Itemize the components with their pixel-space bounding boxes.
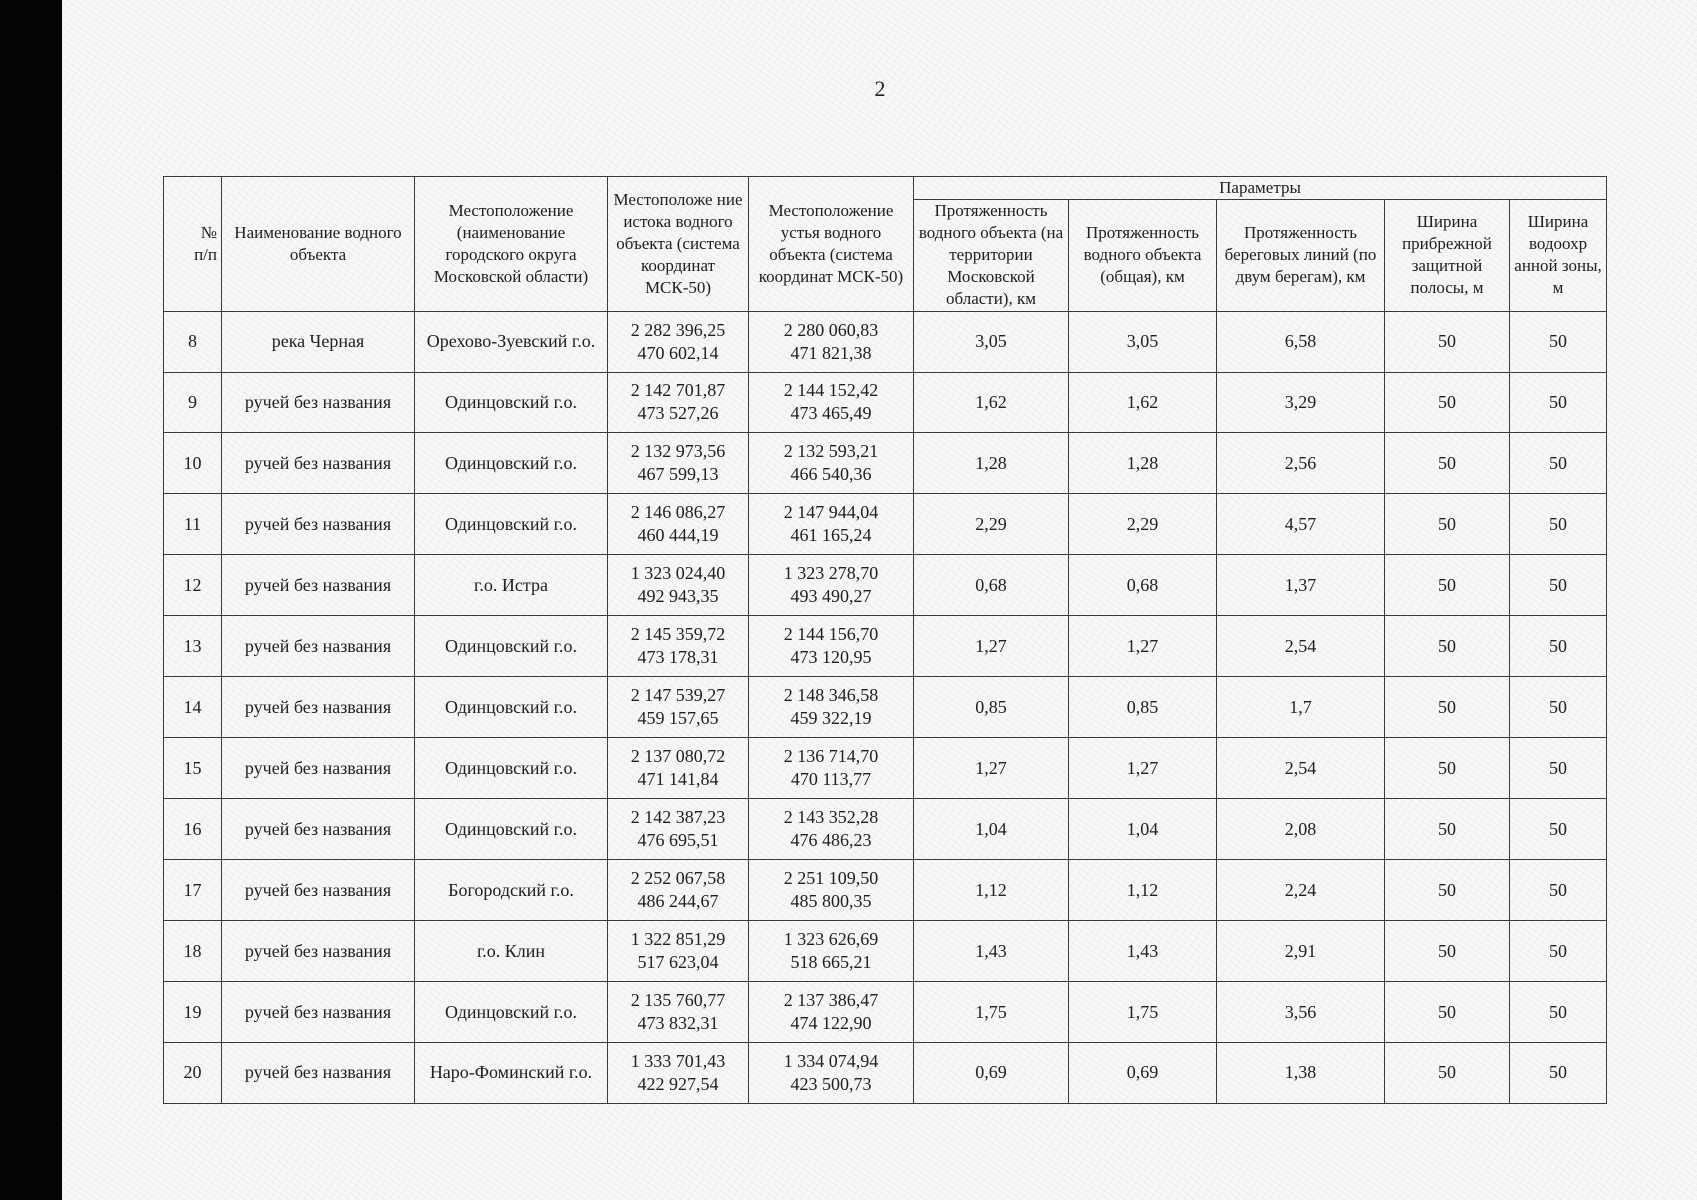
cell-name: ручей без названия xyxy=(222,494,415,555)
cell-protection-zone: 50 xyxy=(1510,433,1607,494)
table-row xyxy=(164,982,1607,1043)
cell-number: 20 xyxy=(164,1043,222,1104)
cell-length-moscow: 1,27 xyxy=(914,616,1069,677)
cell-shoreline: 2,54 xyxy=(1217,616,1385,677)
cell-coastal-strip: 50 xyxy=(1385,311,1510,372)
table-row xyxy=(164,677,1607,738)
cell-mouth: 2 143 352,28 476 486,23 xyxy=(749,799,914,860)
table-row xyxy=(164,860,1607,921)
cell-name: ручей без названия xyxy=(222,1043,415,1104)
cell-coastal-strip: 50 xyxy=(1385,982,1510,1043)
cell-number: 8 xyxy=(164,311,222,372)
cell-name: ручей без названия xyxy=(222,982,415,1043)
cell-mouth: 2 147 944,04 461 165,24 xyxy=(749,494,914,555)
cell-length-total: 0,68 xyxy=(1069,555,1217,616)
cell-shoreline: 2,56 xyxy=(1217,433,1385,494)
water-bodies-table xyxy=(163,176,1607,1104)
cell-location: г.о. Клин xyxy=(415,921,608,982)
cell-protection-zone: 50 xyxy=(1510,860,1607,921)
cell-shoreline: 1,38 xyxy=(1217,1043,1385,1104)
cell-length-moscow: 0,85 xyxy=(914,677,1069,738)
cell-length-moscow: 1,62 xyxy=(914,372,1069,433)
table-row xyxy=(164,311,1607,372)
cell-mouth: 2 137 386,47 474 122,90 xyxy=(749,982,914,1043)
cell-location: Одинцовский г.о. xyxy=(415,799,608,860)
cell-length-total: 1,28 xyxy=(1069,433,1217,494)
header-coastal-strip: Ширина прибрежной защитной полосы, м xyxy=(1385,200,1510,311)
cell-length-total: 0,69 xyxy=(1069,1043,1217,1104)
cell-shoreline: 2,91 xyxy=(1217,921,1385,982)
cell-length-moscow: 1,04 xyxy=(914,799,1069,860)
table-header-row-1 xyxy=(164,177,1607,200)
cell-length-moscow: 1,28 xyxy=(914,433,1069,494)
cell-location: г.о. Истра xyxy=(415,555,608,616)
cell-source: 2 142 701,87 473 527,26 xyxy=(608,372,749,433)
header-length-total: Протяженность водного объекта (общая), км xyxy=(1069,200,1217,311)
cell-coastal-strip: 50 xyxy=(1385,738,1510,799)
cell-mouth: 2 132 593,21 466 540,36 xyxy=(749,433,914,494)
cell-source: 2 145 359,72 473 178,31 xyxy=(608,616,749,677)
cell-shoreline: 1,7 xyxy=(1217,677,1385,738)
cell-source: 2 252 067,58 486 244,67 xyxy=(608,860,749,921)
cell-number: 9 xyxy=(164,372,222,433)
cell-location: Одинцовский г.о. xyxy=(415,616,608,677)
cell-number: 12 xyxy=(164,555,222,616)
cell-source: 2 135 760,77 473 832,31 xyxy=(608,982,749,1043)
cell-mouth: 2 280 060,83 471 821,38 xyxy=(749,311,914,372)
cell-protection-zone: 50 xyxy=(1510,555,1607,616)
cell-length-moscow: 0,69 xyxy=(914,1043,1069,1104)
cell-coastal-strip: 50 xyxy=(1385,921,1510,982)
table-row xyxy=(164,616,1607,677)
cell-source: 2 142 387,23 476 695,51 xyxy=(608,799,749,860)
cell-shoreline: 1,37 xyxy=(1217,555,1385,616)
table-row xyxy=(164,921,1607,982)
cell-protection-zone: 50 xyxy=(1510,311,1607,372)
cell-location: Одинцовский г.о. xyxy=(415,433,608,494)
cell-location: Орехово-Зуевский г.о. xyxy=(415,311,608,372)
cell-source: 2 146 086,27 460 444,19 xyxy=(608,494,749,555)
table-row xyxy=(164,738,1607,799)
cell-number: 15 xyxy=(164,738,222,799)
cell-source: 2 282 396,25 470 602,14 xyxy=(608,311,749,372)
page-number: 2 xyxy=(874,76,886,101)
cell-mouth: 2 251 109,50 485 800,35 xyxy=(749,860,914,921)
cell-coastal-strip: 50 xyxy=(1385,555,1510,616)
cell-name: ручей без названия xyxy=(222,433,415,494)
cell-name: ручей без названия xyxy=(222,738,415,799)
cell-location: Наро-Фоминский г.о. xyxy=(415,1043,608,1104)
header-number: № п/п xyxy=(164,177,222,312)
cell-coastal-strip: 50 xyxy=(1385,860,1510,921)
cell-coastal-strip: 50 xyxy=(1385,494,1510,555)
cell-source: 2 137 080,72 471 141,84 xyxy=(608,738,749,799)
cell-location: Одинцовский г.о. xyxy=(415,372,608,433)
header-protection-zone: Ширина водоохр анной зоны, м xyxy=(1510,200,1607,311)
cell-length-moscow: 1,12 xyxy=(914,860,1069,921)
table-row xyxy=(164,555,1607,616)
cell-protection-zone: 50 xyxy=(1510,982,1607,1043)
cell-shoreline: 2,24 xyxy=(1217,860,1385,921)
cell-mouth: 1 323 626,69 518 665,21 xyxy=(749,921,914,982)
cell-protection-zone: 50 xyxy=(1510,1043,1607,1104)
cell-shoreline: 2,54 xyxy=(1217,738,1385,799)
cell-coastal-strip: 50 xyxy=(1385,1043,1510,1104)
table-row xyxy=(164,494,1607,555)
cell-source: 2 132 973,56 467 599,13 xyxy=(608,433,749,494)
header-location: Местоположение (наименование городского округа Московской области) xyxy=(415,177,608,312)
cell-protection-zone: 50 xyxy=(1510,494,1607,555)
cell-source: 1 322 851,29 517 623,04 xyxy=(608,921,749,982)
cell-length-total: 1,12 xyxy=(1069,860,1217,921)
header-source: Местоположе ние истока водного объекта (система координат МСК-50) xyxy=(608,177,749,312)
cell-protection-zone: 50 xyxy=(1510,738,1607,799)
cell-coastal-strip: 50 xyxy=(1385,799,1510,860)
cell-length-total: 1,27 xyxy=(1069,616,1217,677)
header-name: Наименование водного объекта xyxy=(222,177,415,312)
cell-protection-zone: 50 xyxy=(1510,921,1607,982)
header-length-moscow: Протяженность водного объекта (на территории Московской области), км xyxy=(914,200,1069,311)
table-row xyxy=(164,799,1607,860)
cell-number: 10 xyxy=(164,433,222,494)
cell-number: 11 xyxy=(164,494,222,555)
cell-source: 1 323 024,40 492 943,35 xyxy=(608,555,749,616)
cell-length-total: 1,27 xyxy=(1069,738,1217,799)
cell-protection-zone: 50 xyxy=(1510,799,1607,860)
cell-source: 2 147 539,27 459 157,65 xyxy=(608,677,749,738)
cell-location: Одинцовский г.о. xyxy=(415,738,608,799)
cell-length-moscow: 2,29 xyxy=(914,494,1069,555)
cell-number: 19 xyxy=(164,982,222,1043)
cell-coastal-strip: 50 xyxy=(1385,677,1510,738)
cell-length-moscow: 0,68 xyxy=(914,555,1069,616)
cell-protection-zone: 50 xyxy=(1510,616,1607,677)
cell-number: 14 xyxy=(164,677,222,738)
table-row xyxy=(164,433,1607,494)
cell-shoreline: 3,56 xyxy=(1217,982,1385,1043)
cell-length-moscow: 1,43 xyxy=(914,921,1069,982)
cell-coastal-strip: 50 xyxy=(1385,372,1510,433)
cell-number: 18 xyxy=(164,921,222,982)
cell-mouth: 2 144 156,70 473 120,95 xyxy=(749,616,914,677)
cell-name: ручей без названия xyxy=(222,799,415,860)
cell-mouth: 2 136 714,70 470 113,77 xyxy=(749,738,914,799)
cell-name: ручей без названия xyxy=(222,677,415,738)
scan-dark-edge xyxy=(0,0,62,1200)
cell-name: ручей без названия xyxy=(222,921,415,982)
cell-location: Одинцовский г.о. xyxy=(415,982,608,1043)
cell-name: ручей без названия xyxy=(222,555,415,616)
cell-shoreline: 3,29 xyxy=(1217,372,1385,433)
cell-length-total: 1,43 xyxy=(1069,921,1217,982)
cell-mouth: 2 144 152,42 473 465,49 xyxy=(749,372,914,433)
cell-number: 16 xyxy=(164,799,222,860)
cell-name: ручей без названия xyxy=(222,372,415,433)
cell-length-total: 1,75 xyxy=(1069,982,1217,1043)
header-shoreline: Протяженность береговых линий (по двум берегам), км xyxy=(1217,200,1385,311)
cell-shoreline: 6,58 xyxy=(1217,311,1385,372)
cell-mouth: 2 148 346,58 459 322,19 xyxy=(749,677,914,738)
cell-length-moscow: 3,05 xyxy=(914,311,1069,372)
cell-location: Одинцовский г.о. xyxy=(415,494,608,555)
cell-length-total: 2,29 xyxy=(1069,494,1217,555)
table-row xyxy=(164,1043,1607,1104)
cell-shoreline: 2,08 xyxy=(1217,799,1385,860)
cell-source: 1 333 701,43 422 927,54 xyxy=(608,1043,749,1104)
cell-coastal-strip: 50 xyxy=(1385,616,1510,677)
cell-mouth: 1 323 278,70 493 490,27 xyxy=(749,555,914,616)
cell-protection-zone: 50 xyxy=(1510,677,1607,738)
cell-name: ручей без названия xyxy=(222,860,415,921)
cell-length-total: 1,62 xyxy=(1069,372,1217,433)
table-row xyxy=(164,372,1607,433)
cell-location: Богородский г.о. xyxy=(415,860,608,921)
cell-shoreline: 4,57 xyxy=(1217,494,1385,555)
cell-number: 17 xyxy=(164,860,222,921)
cell-mouth: 1 334 074,94 423 500,73 xyxy=(749,1043,914,1104)
cell-length-moscow: 1,27 xyxy=(914,738,1069,799)
cell-name: река Черная xyxy=(222,311,415,372)
cell-length-total: 0,85 xyxy=(1069,677,1217,738)
cell-length-total: 1,04 xyxy=(1069,799,1217,860)
cell-length-moscow: 1,75 xyxy=(914,982,1069,1043)
cell-location: Одинцовский г.о. xyxy=(415,677,608,738)
cell-protection-zone: 50 xyxy=(1510,372,1607,433)
header-mouth: Местоположение устья водного объекта (система координат МСК-50) xyxy=(749,177,914,312)
cell-name: ручей без названия xyxy=(222,616,415,677)
cell-number: 13 xyxy=(164,616,222,677)
cell-coastal-strip: 50 xyxy=(1385,433,1510,494)
header-parameters: Параметры xyxy=(914,177,1607,200)
cell-length-total: 3,05 xyxy=(1069,311,1217,372)
